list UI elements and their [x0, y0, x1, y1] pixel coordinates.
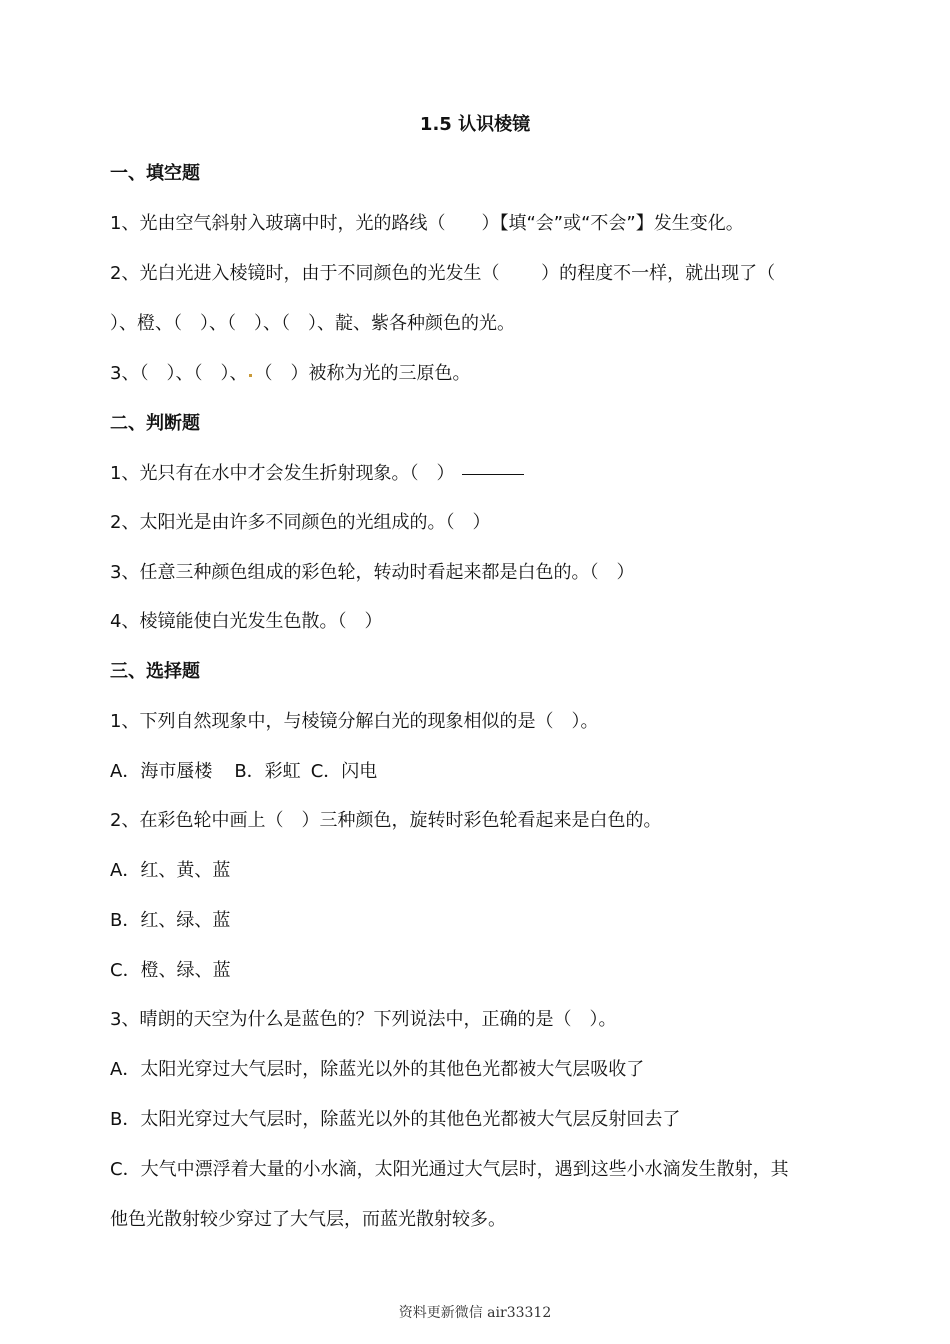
true-false-question-3: 3、任意三种颜色组成的彩色轮，转动时看起来都是白色的。（ ） [110, 562, 635, 583]
page-title: 1.5 认识棱镜 [419, 114, 531, 135]
choice-question-1-option-b: B．彩虹 [234, 761, 301, 782]
true-false-question-1 [110, 461, 850, 487]
footer-watermark-text: 资料更新微信 air33312 [398, 1305, 552, 1321]
choice-question-1: 1、下列自然现象中，与棱镜分解白光的现象相似的是（ ）。 [110, 711, 599, 732]
true-false-question-2: 2、太阳光是由许多不同颜色的光组成的。（ ） [110, 512, 491, 533]
section-heading-true-false: 二、判断题 [110, 413, 200, 434]
fill-blank-question-2-line-2: ）、橙、（ ）、（ ）、（ ）、靛、紫各种颜色的光。 [110, 313, 515, 334]
true-false-question-1-text: 1、光只有在水中才会发生折射现象。（ ） [110, 463, 455, 484]
fill-blank-question-3-part-1: 3、（ ）、（ ）、 [110, 363, 248, 384]
choice-question-3-option-b: B．太阳光穿过大气层时，除蓝光以外的其他色光都被大气层反射回去了 [110, 1109, 681, 1130]
fill-blank-question-2-line-1: 2、光白光进入棱镜时，由于不同颜色的光发生（ ）的程度不一样，就出现了（ [110, 263, 776, 284]
fill-blank-question-3-part-2: （ ）被称为光的三原色。 [254, 363, 471, 384]
choice-question-2-option-c: C．橙、绿、蓝 [110, 960, 231, 981]
section-heading-fill-blank: 一、填空题 [110, 163, 200, 184]
choice-question-1-options [110, 759, 850, 785]
true-false-question-4: 4、棱镜能使白光发生色散。（ ） [110, 611, 383, 632]
choice-question-2: 2、在彩色轮中画上（ ）三种颜色，旋转时彩色轮看起来是白色的。 [110, 810, 662, 831]
choice-question-1-option-c: C．闪电 [310, 761, 378, 782]
choice-question-3-option-a: A．太阳光穿过大气层时，除蓝光以外的其他色光都被大气层吸收了 [110, 1059, 645, 1080]
choice-question-3: 3、晴朗的天空为什么是蓝色的？下列说法中，正确的是（ ）。 [110, 1009, 617, 1030]
stray-dot-mark [249, 374, 252, 377]
choice-question-2-option-a: A．红、黄、蓝 [110, 860, 231, 881]
choice-question-2-option-b: B．红、绿、蓝 [110, 910, 231, 931]
section-heading-multiple-choice: 三、选择题 [110, 661, 200, 682]
answer-underline [462, 473, 524, 475]
choice-question-3-option-c-line-2: 他色光散射较少穿过了大气层，而蓝光散射较多。 [110, 1209, 506, 1230]
choice-question-3-option-c-line-1: C．大气中漂浮着大量的小水滴，太阳光通过大气层时，遇到这些小水滴发生散射，其 [110, 1159, 789, 1180]
fill-blank-question-3 [110, 361, 850, 387]
choice-question-1-option-a: A．海市蜃楼 [110, 761, 213, 782]
fill-blank-question-1: 1、光由空气斜射入玻璃中时，光的路线（ ）【填“会”或“不会”】发生变化。 [110, 213, 744, 234]
